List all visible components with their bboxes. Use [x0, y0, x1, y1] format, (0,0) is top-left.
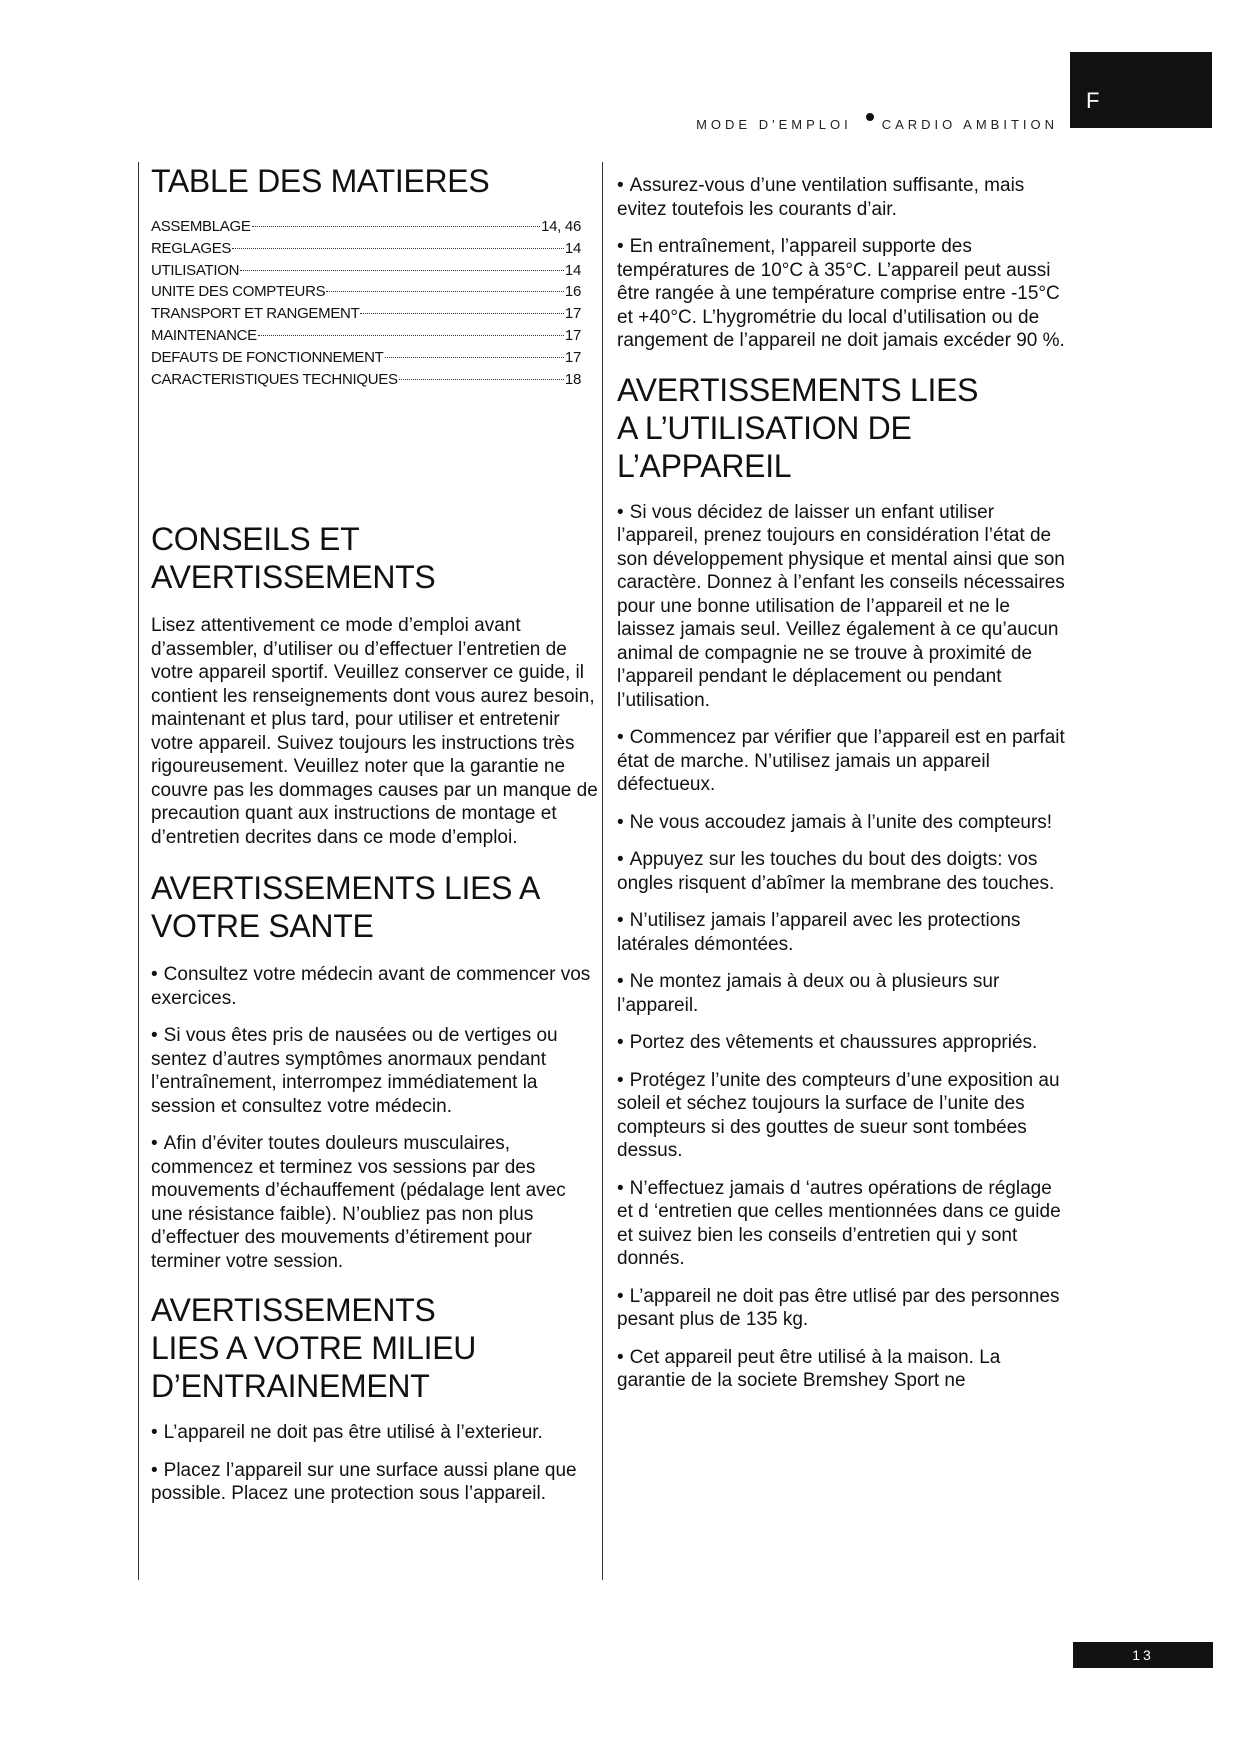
sante-heading-line: AVERTISSEMENTS LIES A: [151, 870, 541, 907]
sante-bullet: • Consultez votre médecin avant de commencer vos exercices.: [151, 963, 598, 1010]
toc-item-page: 18: [564, 370, 581, 388]
toc-leader: [385, 357, 564, 358]
right-column: [602, 162, 1072, 1580]
toc-item[interactable]: [151, 369, 581, 391]
toc-item[interactable]: [151, 303, 581, 325]
header-product-label: CARDIO AMBITION: [881, 117, 1058, 132]
toc-item[interactable]: [151, 238, 581, 260]
toc-leader: [252, 226, 541, 227]
utilisation-bullet: • L’appareil ne doit pas être utlisé par des personnes pesant plus de 135 kg.: [617, 1285, 1072, 1332]
utilisation-heading-line: L’APPAREIL: [617, 447, 792, 484]
toc-item-page: 17: [564, 326, 581, 344]
toc-item[interactable]: [151, 216, 581, 238]
page-number: 13: [1073, 1642, 1213, 1668]
utilisation-bullet: • Ne montez jamais à deux ou à plusieurs sur l’appareil.: [617, 970, 1072, 1017]
toc-item[interactable]: [151, 347, 581, 369]
sante-bullet: • Si vous êtes pris de nausées ou de vertiges ou sentez d’autres symptômes anormaux pendant l’entraînement, interrompez immédiatement la session et consultez votre médecin.: [151, 1024, 598, 1118]
environment-bullet: • En entraînement, l’appareil supporte des températures de 10°C à 35°C. L’appareil peut aussi être rangée à une température comprise entre -15°C et +40°C. L’hygrométrie du local d’utilisation ou de rangement de l’appareil ne doit jamais excéder 90 %.: [617, 235, 1072, 353]
toc-item-label: UNITE DES COMPTEURS: [151, 283, 326, 301]
utilisation-bullet: • Cet appareil peut être utilisé à la maison. La garantie de la societe Bremshey Sport ne: [617, 1346, 1072, 1393]
utilisation-bullet: • Ne vous accoudez jamais à l’unite des compteurs!: [617, 811, 1072, 835]
toc-item-page: 16: [564, 283, 581, 301]
toc-item-page: 14, 46: [541, 218, 581, 235]
utilisation-heading-line: A L’UTILISATION DE: [617, 409, 912, 446]
conseils-paragraph: Lisez attentivement ce mode d’emploi avant d’assembler, d’utiliser ou d’effectuer l’entretien de votre appareil sportif. Veuillez conserver ce guide, il contient les renseignements dont vous aurez besoin, maintenant et plus tard, pour utiliser et entretenir votre appareil. Suivez toujours les instructions très rigoureusement. Veuillez noter que la garantie ne couvre pas les dommages causes par un manque de precaution quant aux instructions de montage et d’entretien decrites dans ce mode d’emploi.: [151, 615, 598, 848]
milieu-heading: [151, 1291, 598, 1405]
toc-title: TABLE DES MATIERES: [151, 163, 490, 199]
toc-leader: [240, 270, 564, 271]
sante-heading-line: VOTRE SANTE: [151, 908, 374, 945]
toc-leader: [399, 379, 564, 380]
left-column: [138, 162, 598, 1580]
conseils-heading-line: AVERTISSEMENTS: [151, 559, 436, 596]
language-tab-label: F: [1086, 88, 1100, 113]
utilisation-bullet: • N’utilisez jamais l’appareil avec les protections latérales démontées.: [617, 909, 1072, 956]
sante-bullet: • Afin d’éviter toutes douleurs musculaires, commencez et terminez vos sessions par des mouvements d’échauffement (pédalage lent avec une résistance faible). N’oubliez pas non plus d’effectuer des mouvements d’étirement pour terminer votre session.: [151, 1132, 598, 1273]
toc-item[interactable]: [151, 325, 581, 347]
milieu-heading-line: D’ENTRAINEMENT: [151, 1368, 430, 1405]
utilisation-bullet: • Portez des vêtements et chaussures appropriés.: [617, 1031, 1072, 1055]
utilisation-bullet: • N’effectuez jamais d ‘autres opérations de réglage et d ‘entretien que celles mentionnées dans ce guide et suivez bien les conseils d’entretien qui y sont donnés.: [617, 1177, 1072, 1271]
sante-heading: [151, 869, 598, 945]
toc-item-page: 17: [564, 348, 581, 366]
toc-item-label: ASSEMBLAGE: [151, 218, 251, 235]
utilisation-bullet: • Appuyez sur les touches du bout des doigts: vos ongles risquent d’abîmer la membrane des touches.: [617, 848, 1072, 895]
header-manual-label: MODE D'EMPLOI: [696, 117, 852, 132]
utilisation-heading: [617, 371, 1072, 485]
toc-leader: [360, 313, 563, 314]
toc-leader: [232, 248, 564, 249]
table-of-contents: [151, 216, 581, 390]
utilisation-bullet: • Protégez l’unite des compteurs d’une exposition au soleil et séchez toujours la surface de l’unite des compteurs si des gouttes de sueur sont tombées dessus.: [617, 1069, 1072, 1163]
toc-item-label: TRANSPORT ET RANGEMENT: [151, 305, 360, 323]
toc-item-label: UTILISATION: [151, 261, 240, 279]
milieu-heading-line: LIES A VOTRE MILIEU: [151, 1330, 477, 1367]
milieu-bullet: • L’appareil ne doit pas être utilisé à l’exterieur.: [151, 1421, 598, 1445]
toc-leader: [258, 335, 564, 336]
utilisation-bullet: • Si vous décidez de laisser un enfant utiliser l’appareil, prenez toujours en considération l’état de son développement physique et mental ainsi que son caractère. Donnez à l’enfant les conseils nécessaires pour une bonne utilisation de l’appareil et ne le laissez jamais seul. Veillez également à ce qu’aucun animal de compagnie ne se trouve à proximité de l’appareil pendant le déplacement ou pendant l’utilisation.: [617, 501, 1072, 713]
utilisation-bullet: • Commencez par vérifier que l’appareil est en parfait état de marche. N’utilisez jamais un appareil défectueux.: [617, 726, 1072, 797]
milieu-bullet: • Placez l’appareil sur une surface aussi plane que possible. Placez une protection sous l’appareil.: [151, 1459, 598, 1506]
toc-item[interactable]: [151, 260, 581, 282]
toc-item[interactable]: [151, 281, 581, 303]
conseils-heading: [151, 520, 598, 596]
bullet-dot-icon: [866, 113, 874, 121]
conseils-heading-line: CONSEILS ET: [151, 521, 360, 558]
toc-item-page: 14: [564, 261, 581, 279]
toc-item-label: MAINTENANCE: [151, 326, 257, 344]
toc-item-label: CARACTERISTIQUES TECHNIQUES: [151, 370, 398, 388]
toc-item-label: REGLAGES: [151, 239, 232, 257]
milieu-heading-line: AVERTISSEMENTS: [151, 1292, 436, 1329]
toc-item-page: 14: [564, 239, 581, 257]
toc-item-label: DEFAUTS DE FONCTIONNEMENT: [151, 348, 384, 366]
toc-item-page: 17: [564, 305, 581, 323]
running-header: [696, 117, 1058, 132]
language-tab: [1070, 52, 1212, 128]
toc-leader: [326, 291, 564, 292]
environment-bullet: • Assurez-vous d’une ventilation suffisante, mais evitez toutefois les courants d’air.: [617, 174, 1072, 221]
utilisation-heading-line: AVERTISSEMENTS LIES: [617, 371, 979, 408]
